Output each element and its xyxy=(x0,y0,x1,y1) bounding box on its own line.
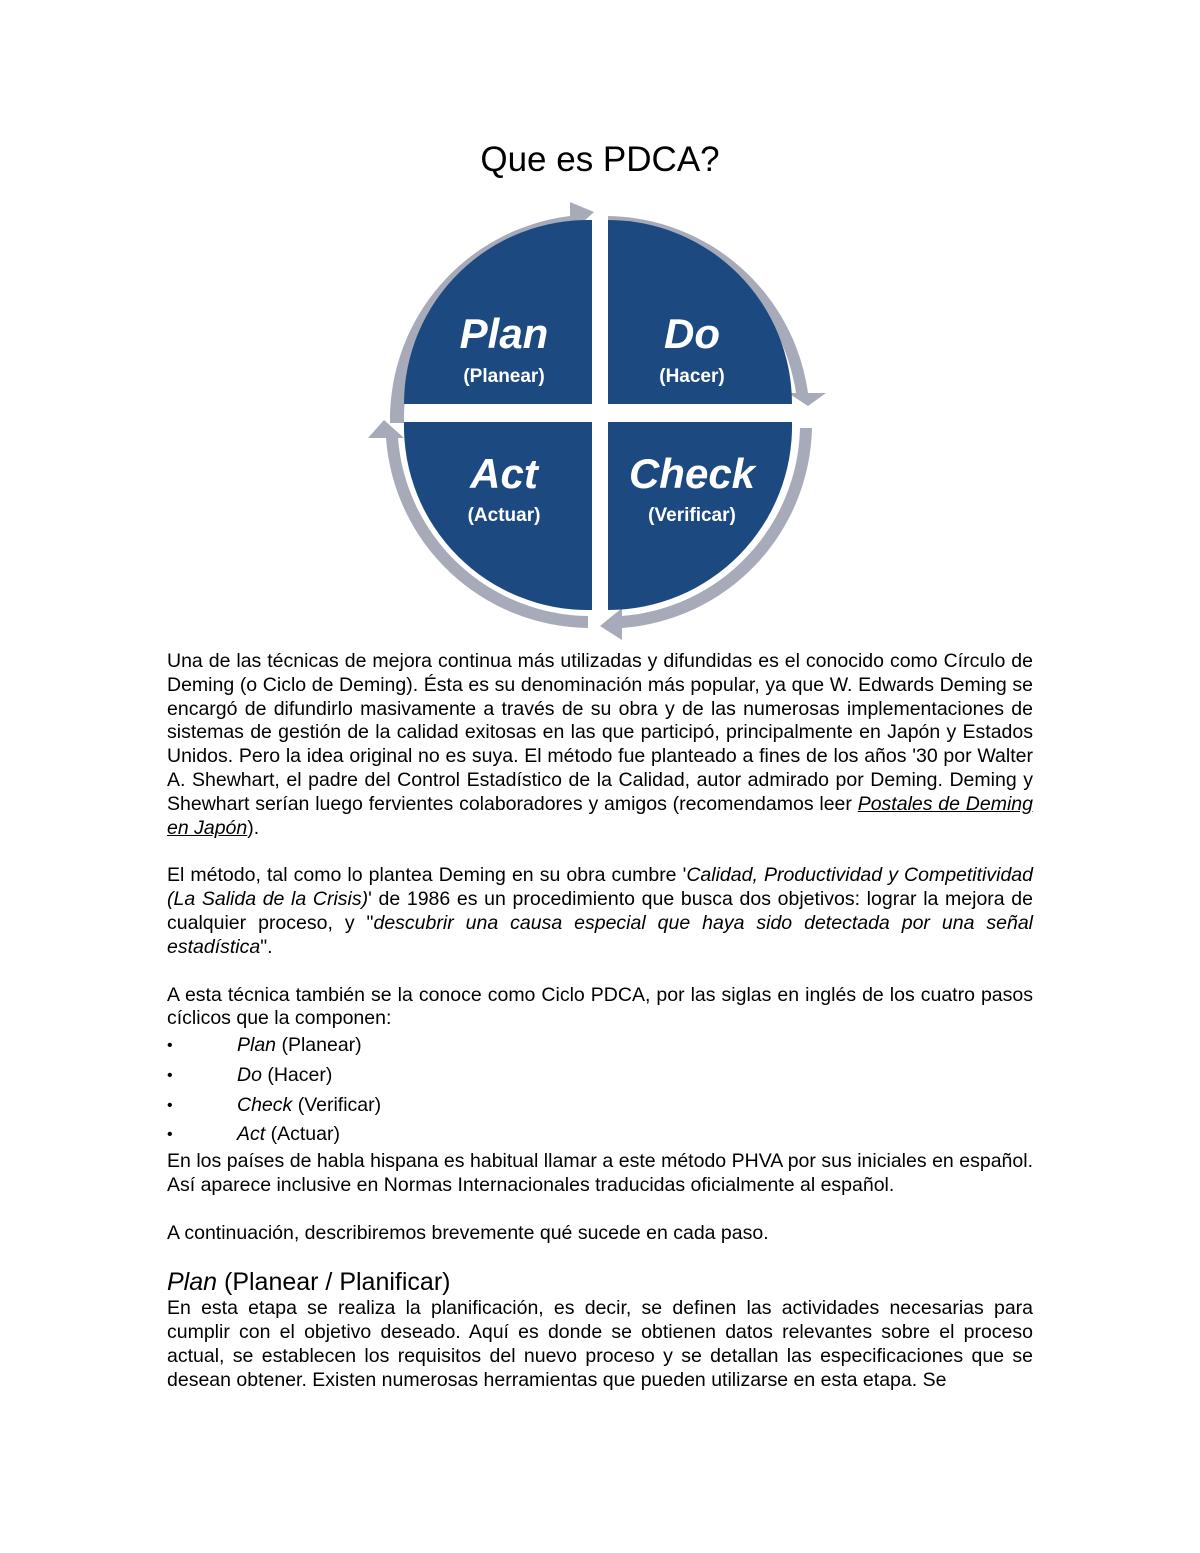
paragraph-pdca-acronym: A esta técnica también se la conoce como Ciclo PDCA, por las siglas en inglés de los cuatro pasos cíclicos que la componen: xyxy=(167,983,1033,1030)
steps-list xyxy=(167,1031,1033,1150)
paragraph-plan: En esta etapa se realiza la planificación, es decir, se definen las actividades necesarias para cumplir con el objetivo deseado. Aquí es donde se obtienen datos relevantes sobre el proceso actual, se establecen los requisitos del nuevo proceso y se detallan las especificaciones que se desean obtener. Existen numerosas herramientas que pueden utilizarse en esta etapa. Se xyxy=(167,1297,1033,1391)
list-item: • Plan (Planear) xyxy=(167,1034,362,1057)
plan-title: Plan xyxy=(459,310,549,357)
act-title: Act xyxy=(470,450,538,497)
cycle-arrows xyxy=(368,202,826,640)
paragraph-continuation: A continuación, describiremos brevemente qué sucede en cada paso. xyxy=(167,1221,769,1244)
postales-link[interactable]: Postales de Deming en Japón xyxy=(167,792,1033,839)
do-title: Do xyxy=(664,310,720,357)
list-item: • Act (Actuar) xyxy=(167,1123,340,1146)
check-title: Check xyxy=(628,450,756,497)
paragraph-phva: En los países de habla hispana es habitual llamar a este método PHVA por sus iniciales en español. Así aparece inclusive en Normas Internacionales traducidas oficialmente al español. xyxy=(167,1149,1033,1196)
act-subtitle: (Actuar) xyxy=(467,505,541,526)
document-body xyxy=(167,650,1033,1392)
paragraph-intro: Una de las técnicas de mejora continua más utilizadas y difundidas es el conocido como Círculo de Deming (o Ciclo de Deming). Ésta es su denominación más popular, ya que W. Edwards Deming se encargó de difundirlo masivamente a través de su obra y de las numerosas implementaciones de sistemas de gestión de la calidad exitosas en las que participó, principalmente en Japón y Estados Unidos. Pero la idea original no es suya. El método fue planteado a fines de los años '30 por Walter A. Shewhart, el padre del Control Estadístico de la Calidad, autor admirado por Deming. Deming y Shewhart serían luego fervientes colaboradores y amigos (recomendamos leer Postales de Deming en Japón). xyxy=(167,650,1033,839)
paragraph-method: El método, tal como lo plantea Deming en su obra cumbre 'Calidad, Productividad y Competitividad (La Salida de la Crisis)' de 1986 es un procedimiento que busca dos objetivos: lograr la mejora de cualquier proceso, y "descubrir una causa especial que haya sido detectada por una señal estadística". xyxy=(167,864,1034,958)
pdca-cycle-diagram xyxy=(360,188,840,648)
quadrants xyxy=(404,220,792,610)
plan-subtitle: (Planear) xyxy=(463,366,545,387)
section-heading-plan: Plan (Planear / Planificar) xyxy=(167,1268,451,1297)
list-item: • Check (Verificar) xyxy=(167,1093,382,1116)
page-title: Que es PDCA? xyxy=(480,140,720,179)
list-item: • Do (Hacer) xyxy=(167,1063,333,1086)
check-subtitle: (Verificar) xyxy=(648,505,736,526)
do-subtitle: (Hacer) xyxy=(659,366,725,387)
